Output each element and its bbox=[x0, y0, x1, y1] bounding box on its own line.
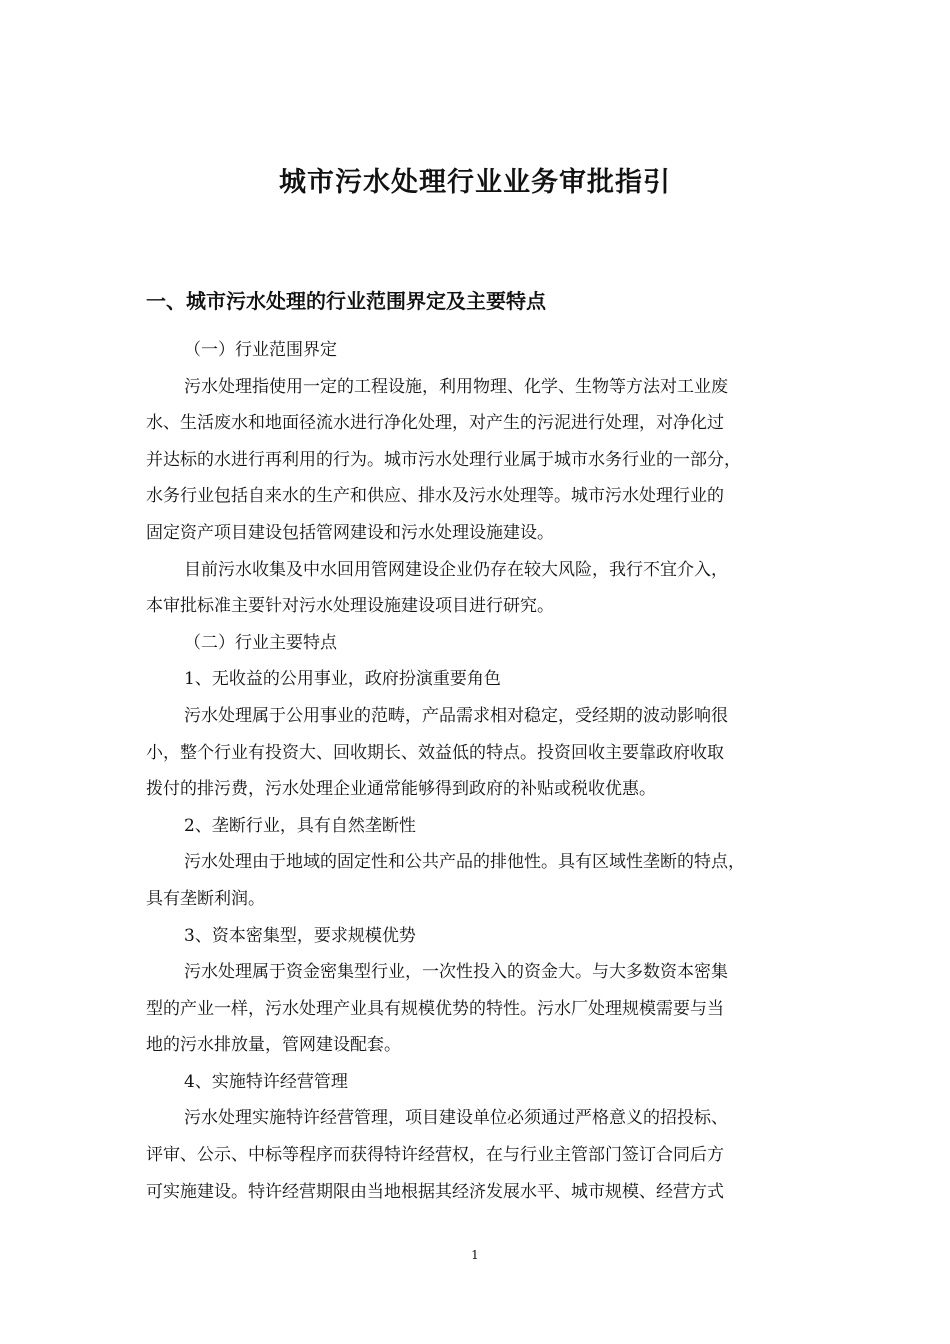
section-heading: 一、城市污水处理的行业范围界定及主要特点 bbox=[146, 289, 546, 313]
paragraph-line: 评审、公示、中标等程序而获得特许经营权，在与行业主管部门签订合同后方 bbox=[146, 1145, 724, 1166]
paragraph-line: 小，整个行业有投资大、回收期长、效益低的特点。投资回收主要靠政府收取 bbox=[146, 742, 724, 763]
list-item-heading: 4、实施特许经营管理 bbox=[184, 1071, 348, 1092]
page-title: 城市污水处理行业业务审批指引 bbox=[279, 167, 671, 198]
paragraph-line: 本审批标准主要针对污水处理设施建设项目进行研究。 bbox=[146, 596, 554, 617]
document-body bbox=[146, 332, 822, 1210]
paragraph-line: 污水处理属于公用事业的范畴，产品需求相对稳定，受经期的波动影响很 bbox=[184, 705, 728, 726]
list-item-heading: 1、无收益的公用事业，政府扮演重要角色 bbox=[184, 669, 501, 690]
paragraph-line: 可实施建设。特许经营期限由当地根据其经济发展水平、城市规模、经营方式 bbox=[146, 1181, 724, 1202]
paragraph-line: 具有垄断利润。 bbox=[146, 888, 265, 909]
paragraph-line: 水、生活废水和地面径流水进行净化处理，对产生的污泥进行处理，对净化过 bbox=[146, 413, 724, 434]
subsection-heading: （一）行业范围界定 bbox=[184, 340, 337, 360]
paragraph-line: 拨付的排污费，污水处理企业通常能够得到政府的补贴或税收优惠。 bbox=[146, 779, 656, 800]
paragraph-line: 型的产业一样，污水处理产业具有规模优势的特性。污水厂处理规模需要与当 bbox=[146, 998, 724, 1019]
paragraph-line: 污水处理实施特许经营管理，项目建设单位必须通过严格意义的招投标、 bbox=[184, 1108, 728, 1129]
paragraph-line: 污水处理指使用一定的工程设施，利用物理、化学、生物等方法对工业废 bbox=[184, 376, 728, 397]
page-number: 1 bbox=[471, 1248, 479, 1262]
paragraph-line: 并达标的水进行再利用的行为。城市污水处理行业属于城市水务行业的一部分， bbox=[146, 449, 741, 470]
paragraph-line: 目前污水收集及中水回用管网建设企业仍存在较大风险，我行不宜介入， bbox=[184, 559, 728, 580]
paragraph-line: 水务行业包括自来水的生产和供应、排水及污水处理等。城市污水处理行业的 bbox=[146, 486, 724, 507]
paragraph-line: 固定资产项目建设包括管网建设和污水处理设施建设。 bbox=[146, 522, 554, 543]
paragraph-line: 污水处理属于资金密集型行业，一次性投入的资金大。与大多数资本密集 bbox=[184, 962, 728, 983]
paragraph-line: 地的污水排放量，管网建设配套。 bbox=[146, 1035, 401, 1056]
subsection-heading: （二）行业主要特点 bbox=[184, 632, 337, 653]
list-item-heading: 3、资本密集型，要求规模优势 bbox=[184, 925, 416, 946]
list-item-heading: 2、垄断行业，具有自然垄断性 bbox=[184, 815, 416, 836]
paragraph-line: 污水处理由于地域的固定性和公共产品的排他性。具有区域性垄断的特点， bbox=[184, 852, 745, 873]
